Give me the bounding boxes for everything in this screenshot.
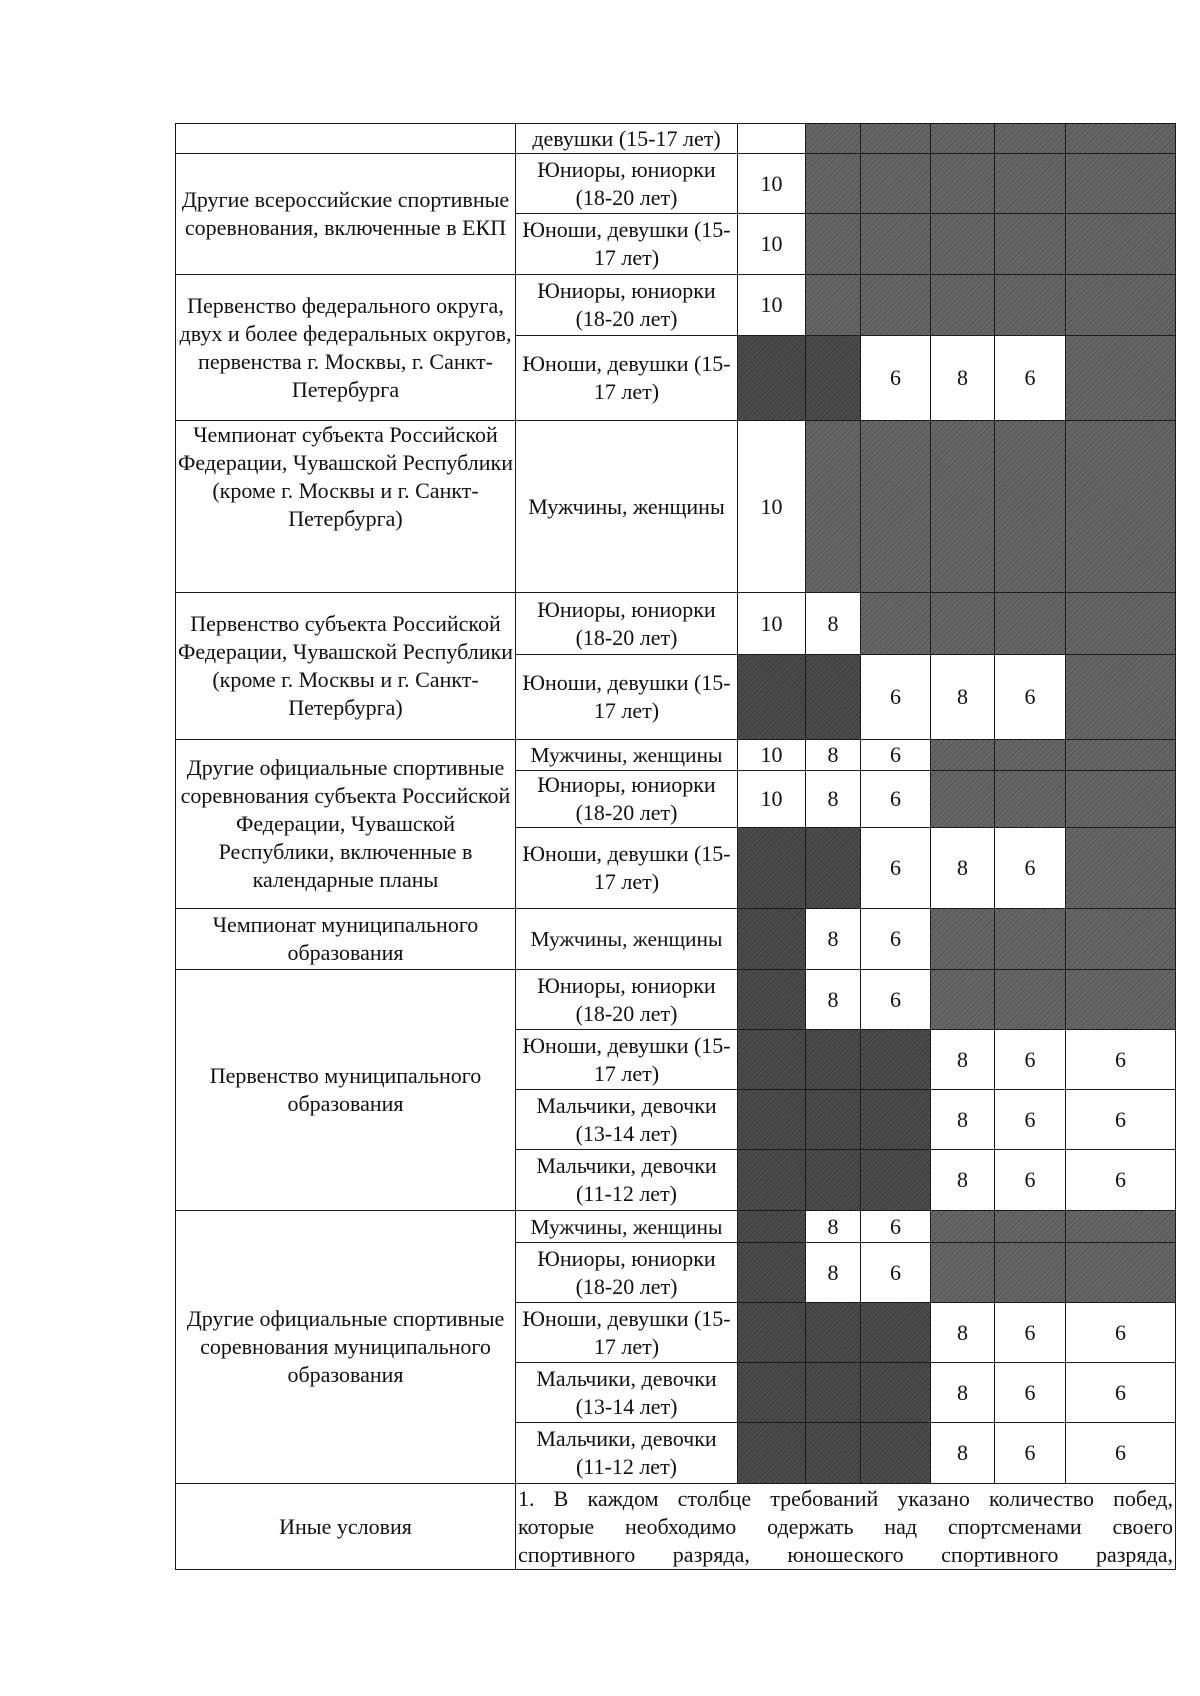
value-cell: 10 [738,421,806,593]
age-group-cell: Юниоры, юниорки (18-20 лет) [516,593,738,655]
shaded-cell [1066,154,1176,214]
age-group-cell: Мужчины, женщины [516,1211,738,1243]
shaded-cell [738,828,806,909]
value-cell: 6 [861,970,931,1030]
shaded-cell [1066,828,1176,909]
shaded-cell [806,336,861,421]
shaded-cell [738,1423,806,1484]
value-cell: 6 [861,655,931,740]
value-cell: 6 [861,771,931,828]
value-cell: 8 [806,970,861,1030]
value-cell: 6 [861,740,931,771]
shaded-cell [995,1211,1066,1243]
age-group-cell: Мужчины, женщины [516,740,738,771]
age-group-cell: Мужчины, женщины [516,909,738,970]
value-cell: 8 [806,1211,861,1243]
age-group-cell: Мальчики, девочки (11-12 лет) [516,1150,738,1211]
shaded-cell [806,124,861,154]
value-cell: 6 [995,1030,1066,1090]
shaded-cell [861,214,931,275]
competition-cell: Другие официальные спортивные соревнования муниципального образования [176,1211,516,1484]
table-row [176,970,1176,1030]
shaded-cell [995,593,1066,655]
value-cell: 8 [931,1303,995,1363]
shaded-cell [995,275,1066,336]
value-cell: 6 [1066,1303,1176,1363]
shaded-cell [861,1090,931,1150]
shaded-cell [1066,909,1176,970]
value-cell: 8 [806,593,861,655]
value-cell: 8 [806,909,861,970]
requirements-table [175,123,1176,1570]
shaded-cell [806,655,861,740]
shaded-cell [806,421,861,593]
shaded-cell [806,275,861,336]
shaded-cell [931,124,995,154]
value-cell: 6 [861,336,931,421]
table-row [176,740,1176,771]
age-group-cell: Мальчики, девочки (13-14 лет) [516,1090,738,1150]
shaded-cell [738,655,806,740]
value-cell: 6 [1066,1363,1176,1423]
value-cell: 8 [931,336,995,421]
value-cell: 6 [861,1243,931,1303]
shaded-cell [806,1363,861,1423]
shaded-cell [1066,1243,1176,1303]
value-cell: 10 [738,771,806,828]
value-cell: 8 [931,1090,995,1150]
shaded-cell [861,1150,931,1211]
age-group-cell: Юниоры, юниорки (18-20 лет) [516,771,738,828]
shaded-cell [995,1243,1066,1303]
shaded-cell [1066,593,1176,655]
value-cell: 6 [1066,1030,1176,1090]
table-row [176,421,1176,593]
value-cell: 6 [995,828,1066,909]
value-cell: 6 [861,1211,931,1243]
age-group-cell: Юноши, девушки (15-17 лет) [516,1303,738,1363]
shaded-cell [806,1303,861,1363]
shaded-cell [806,1150,861,1211]
competition-cell: Чемпионат муниципального образования [176,909,516,970]
shaded-cell [931,593,995,655]
value-cell: 8 [931,1363,995,1423]
shaded-cell [738,1030,806,1090]
shaded-cell [931,740,995,771]
value-cell: 10 [738,740,806,771]
shaded-cell [931,771,995,828]
shaded-cell [806,1090,861,1150]
shaded-cell [995,214,1066,275]
table-row [176,124,1176,154]
shaded-cell [995,970,1066,1030]
shaded-cell [931,154,995,214]
shaded-cell [806,1030,861,1090]
shaded-cell [738,1243,806,1303]
value-cell-empty [738,124,806,154]
shaded-cell [931,214,995,275]
age-group-cell: Юноши, девушки (15-17 лет) [516,655,738,740]
shaded-cell [995,740,1066,771]
shaded-cell [806,1423,861,1484]
value-cell: 6 [861,909,931,970]
competition-cell-empty [176,124,516,154]
shaded-cell [861,1030,931,1090]
table-row [176,909,1176,970]
shaded-cell [1066,1211,1176,1243]
shaded-cell [931,421,995,593]
shaded-cell [738,1211,806,1243]
value-cell: 8 [931,655,995,740]
competition-cell: Первенство субъекта Российской Федерации, Чувашской Республики (кроме г. Москвы и г. Санкт-Петербурга) [176,593,516,740]
value-cell: 8 [931,1030,995,1090]
value-cell: 6 [861,828,931,909]
age-group-cell: Мальчики, девочки (13-14 лет) [516,1363,738,1423]
value-cell: 6 [995,1363,1066,1423]
shaded-cell [931,970,995,1030]
shaded-cell [995,421,1066,593]
value-cell: 6 [1066,1423,1176,1484]
age-group-cell: Юноши, девушки (15-17 лет) [516,1030,738,1090]
value-cell: 8 [931,828,995,909]
shaded-cell [1066,336,1176,421]
shaded-cell [738,909,806,970]
table-row [176,275,1176,336]
shaded-cell [861,593,931,655]
shaded-cell [861,275,931,336]
shaded-cell [1066,740,1176,771]
shaded-cell [1066,655,1176,740]
other-conditions-text [516,1484,1176,1570]
shaded-cell [1066,421,1176,593]
value-cell: 6 [995,1150,1066,1211]
value-cell: 6 [1066,1090,1176,1150]
value-cell: 10 [738,275,806,336]
age-group-cell: Юноши, девушки (15-17 лет) [516,828,738,909]
shaded-cell [931,275,995,336]
shaded-cell [861,154,931,214]
shaded-cell [738,1150,806,1211]
age-group-cell: Юниоры, юниорки (18-20 лет) [516,1243,738,1303]
value-cell: 10 [738,214,806,275]
other-conditions-line: спортивного разряда, юношеского спортивного разряда, [518,1541,1173,1567]
shaded-cell [931,909,995,970]
shaded-cell [738,1363,806,1423]
competition-cell: Другие всероссийские спортивные соревнования, включенные в ЕКП [176,154,516,275]
shaded-cell [995,909,1066,970]
shaded-cell [1066,124,1176,154]
age-group-cell: Мальчики, девочки (11-12 лет) [516,1423,738,1484]
shaded-cell [738,1303,806,1363]
shaded-cell [861,124,931,154]
value-cell: 6 [995,1303,1066,1363]
value-cell: 8 [806,1243,861,1303]
age-group-cell: девушки (15-17 лет) [516,124,738,154]
shaded-cell [738,970,806,1030]
shaded-cell [1066,275,1176,336]
value-cell: 10 [738,593,806,655]
age-group-cell: Мужчины, женщины [516,421,738,593]
shaded-cell [861,1363,931,1423]
table-row [176,593,1176,655]
shaded-cell [806,214,861,275]
age-group-cell: Юниоры, юниорки (18-20 лет) [516,970,738,1030]
age-group-cell: Юноши, девушки (15-17 лет) [516,214,738,275]
shaded-cell [995,154,1066,214]
value-cell: 8 [806,771,861,828]
shaded-cell [995,771,1066,828]
competition-cell: Другие официальные спортивные соревнования субъекта Российской Федерации, Чувашской Республики, включенные в календарные планы [176,740,516,909]
shaded-cell [861,1423,931,1484]
value-cell: 8 [806,740,861,771]
shaded-cell [931,1243,995,1303]
other-conditions-line: 1. В каждом столбце требований указано количество побед, [518,1485,1173,1511]
value-cell: 6 [995,655,1066,740]
other-conditions-label: Иные условия [176,1484,516,1570]
shaded-cell [1066,771,1176,828]
table-row [176,1211,1176,1243]
value-cell: 6 [995,336,1066,421]
other-conditions-line: которые необходимо одержать над спортсменами своего [518,1513,1173,1539]
shaded-cell [1066,970,1176,1030]
shaded-cell [995,124,1066,154]
age-group-cell: Юниоры, юниорки (18-20 лет) [516,275,738,336]
shaded-cell [806,828,861,909]
table-row-other-conditions [176,1484,1176,1570]
age-group-cell: Юниоры, юниорки (18-20 лет) [516,154,738,214]
shaded-cell [861,421,931,593]
shaded-cell [738,336,806,421]
competition-cell: Первенство федерального округа, двух и более федеральных округов, первенства г. Москвы, г. Санкт-Петербурга [176,275,516,421]
value-cell: 6 [995,1090,1066,1150]
value-cell: 8 [931,1150,995,1211]
value-cell: 6 [995,1423,1066,1484]
age-group-cell: Юноши, девушки (15-17 лет) [516,336,738,421]
shaded-cell [931,1211,995,1243]
shaded-cell [861,1303,931,1363]
value-cell: 6 [1066,1150,1176,1211]
value-cell: 8 [931,1423,995,1484]
shaded-cell [738,1090,806,1150]
table-row [176,154,1176,214]
value-cell: 10 [738,154,806,214]
shaded-cell [1066,214,1176,275]
competition-cell: Чемпионат субъекта Российской Федерации, Чувашской Республики (кроме г. Москвы и г. Санкт-Петербурга) [176,421,516,593]
competition-cell: Первенство муниципального образования [176,970,516,1211]
shaded-cell [806,154,861,214]
